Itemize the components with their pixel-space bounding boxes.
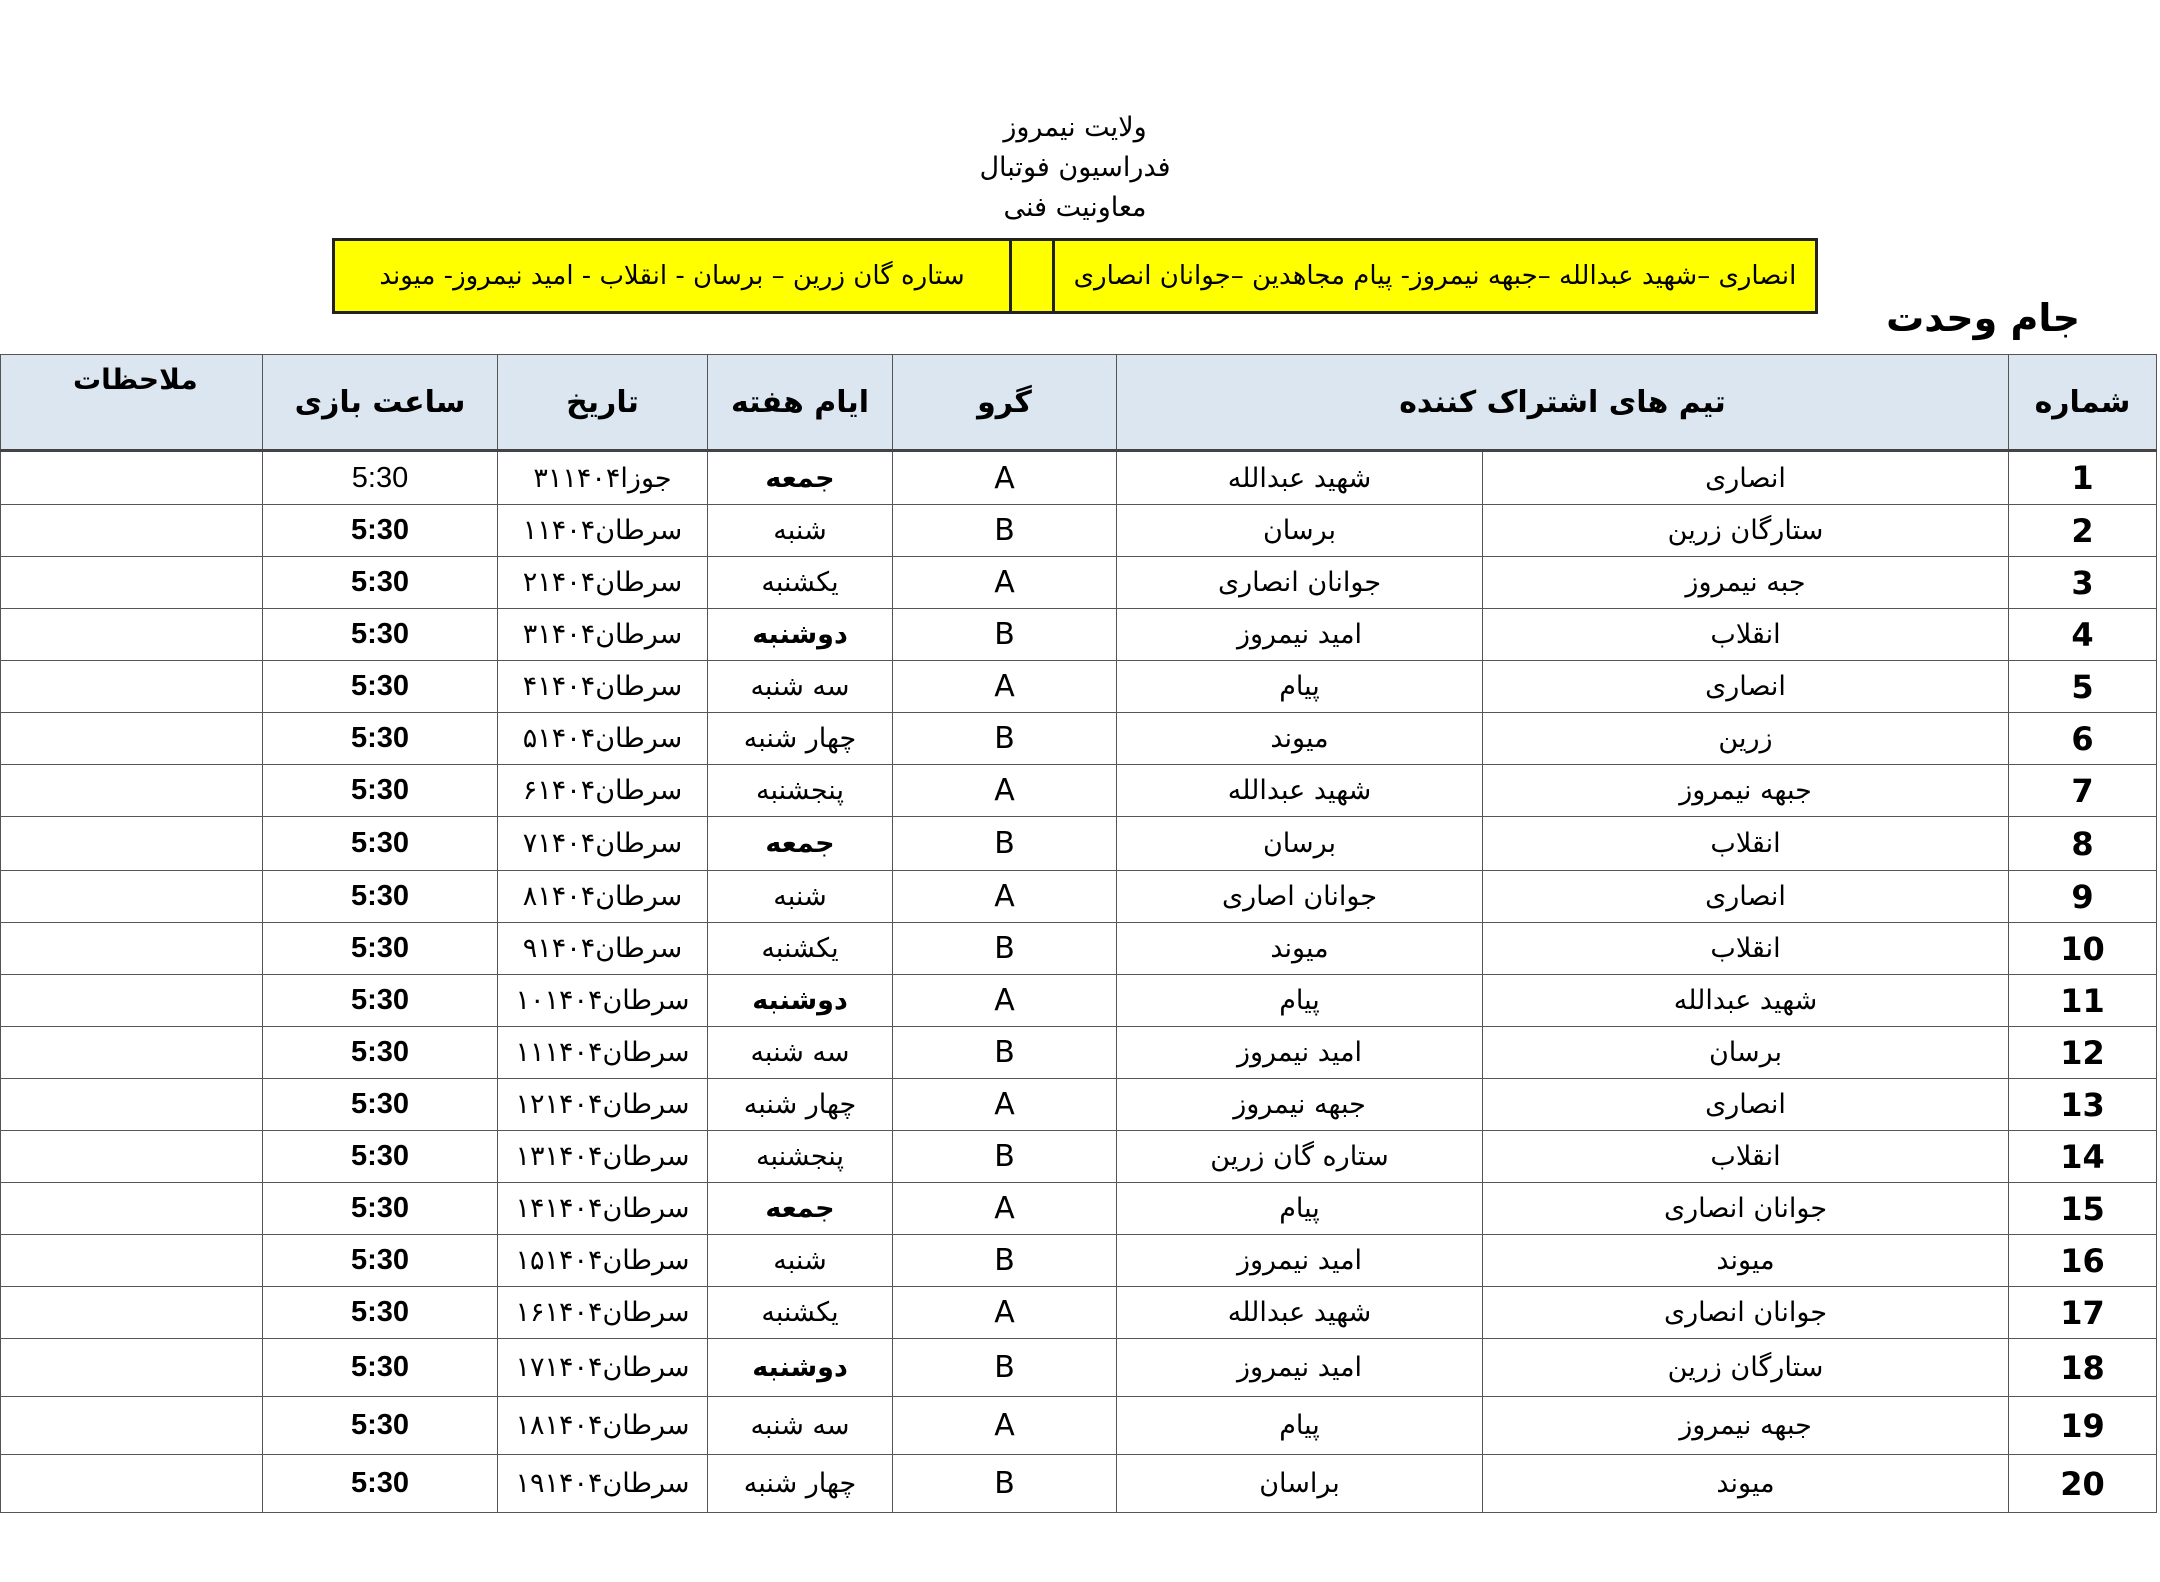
team2-cell: میوند: [1117, 923, 1483, 975]
team1-cell: میوند: [1483, 1455, 2009, 1513]
group-cell: B: [893, 1027, 1117, 1079]
group-cell: A: [893, 871, 1117, 923]
header-date: تاریخ: [498, 355, 708, 451]
time-cell: 5:30: [263, 1027, 498, 1079]
date-cell: ۱۹سرطان۱۴۰۴: [498, 1455, 708, 1513]
schedule-table: [0, 354, 2157, 1513]
group-cell: B: [893, 923, 1117, 975]
time-cell: 5:30: [263, 817, 498, 871]
notes-cell: [1, 871, 263, 923]
table-row: [1, 1235, 2157, 1287]
time-cell: 5:30: [263, 975, 498, 1027]
team1-cell: ستارگان زرین: [1483, 505, 2009, 557]
time-cell: 5:30: [263, 661, 498, 713]
team2-cell: براسان: [1117, 1455, 1483, 1513]
table-row: [1, 923, 2157, 975]
table-row: [1, 765, 2157, 817]
table-row: [1, 871, 2157, 923]
header-time: ساعت بازی: [263, 355, 498, 451]
date-cell: ۳۱جوزا۱۴۰۴: [498, 451, 708, 505]
time-cell: 5:30: [263, 765, 498, 817]
time-cell: 5:30: [263, 451, 498, 505]
team1-cell: جبه نیمروز: [1483, 557, 2009, 609]
group-cell: B: [893, 713, 1117, 765]
day-cell: سه شنبه: [708, 661, 893, 713]
team2-cell: برسان: [1117, 817, 1483, 871]
table-row: [1, 609, 2157, 661]
date-cell: ۱۲سرطان۱۴۰۴: [498, 1079, 708, 1131]
number-cell: 1: [2009, 451, 2157, 505]
table-row: [1, 1339, 2157, 1397]
team2-cell: جوانان انصاری: [1117, 557, 1483, 609]
notes-cell: [1, 1397, 263, 1455]
group-cell: B: [893, 1235, 1117, 1287]
time-cell: 5:30: [263, 1287, 498, 1339]
number-cell: 4: [2009, 609, 2157, 661]
team1-cell: انصاری: [1483, 661, 2009, 713]
day-cell: سه شنبه: [708, 1027, 893, 1079]
groups-divider: [1012, 241, 1055, 311]
group-cell: B: [893, 1455, 1117, 1513]
date-cell: ۱۱سرطان۱۴۰۴: [498, 1027, 708, 1079]
number-cell: 14: [2009, 1131, 2157, 1183]
notes-cell: [1, 505, 263, 557]
day-cell: دوشنبه: [708, 609, 893, 661]
team2-cell: پیام: [1117, 1397, 1483, 1455]
group-cell: A: [893, 1287, 1117, 1339]
number-cell: 13: [2009, 1079, 2157, 1131]
team1-cell: انصاری: [1483, 451, 2009, 505]
notes-cell: [1, 1131, 263, 1183]
table-header-row: [1, 355, 2157, 451]
date-cell: ۱۰سرطان۱۴۰۴: [498, 975, 708, 1027]
team2-cell: شهید عبدالله: [1117, 765, 1483, 817]
team1-cell: انقلاب: [1483, 817, 2009, 871]
day-cell: یکشنبه: [708, 923, 893, 975]
time-cell: 5:30: [263, 1079, 498, 1131]
group-cell: A: [893, 557, 1117, 609]
table-row: [1, 557, 2157, 609]
groups-box: [332, 238, 1818, 314]
team2-cell: پیام: [1117, 975, 1483, 1027]
number-cell: 8: [2009, 817, 2157, 871]
team2-cell: میوند: [1117, 713, 1483, 765]
notes-cell: [1, 1339, 263, 1397]
day-cell: جمعه: [708, 451, 893, 505]
group-cell: A: [893, 661, 1117, 713]
team2-cell: شهید عبدالله: [1117, 451, 1483, 505]
team1-cell: انقلاب: [1483, 1131, 2009, 1183]
date-cell: ۳سرطان۱۴۰۴: [498, 609, 708, 661]
time-cell: 5:30: [263, 557, 498, 609]
table-row: [1, 1183, 2157, 1235]
number-cell: 15: [2009, 1183, 2157, 1235]
time-cell: 5:30: [263, 1183, 498, 1235]
team2-cell: امید نیمروز: [1117, 1235, 1483, 1287]
group-cell: A: [893, 975, 1117, 1027]
group-cell: A: [893, 451, 1117, 505]
table-row: [1, 1287, 2157, 1339]
number-cell: 16: [2009, 1235, 2157, 1287]
header-teams: تیم های اشتراک کننده: [1117, 355, 2009, 451]
team1-cell: جوانان انصاری: [1483, 1287, 2009, 1339]
number-cell: 12: [2009, 1027, 2157, 1079]
notes-cell: [1, 765, 263, 817]
time-cell: 5:30: [263, 871, 498, 923]
team1-cell: جوانان انصاری: [1483, 1183, 2009, 1235]
team2-cell: امید نیمروز: [1117, 609, 1483, 661]
team1-cell: انصاری: [1483, 871, 2009, 923]
notes-cell: [1, 923, 263, 975]
table-row: [1, 1397, 2157, 1455]
team2-cell: شهید عبدالله: [1117, 1287, 1483, 1339]
date-cell: ۵سرطان۱۴۰۴: [498, 713, 708, 765]
date-cell: ۸سرطان۱۴۰۴: [498, 871, 708, 923]
date-cell: ۱۴سرطان۱۴۰۴: [498, 1183, 708, 1235]
team1-cell: شهید عبدالله: [1483, 975, 2009, 1027]
day-cell: چهار شنبه: [708, 713, 893, 765]
notes-cell: [1, 609, 263, 661]
day-cell: چهار شنبه: [708, 1079, 893, 1131]
day-cell: چهار شنبه: [708, 1455, 893, 1513]
header-day: ایام هفته: [708, 355, 893, 451]
day-cell: شنبه: [708, 871, 893, 923]
team1-cell: ستارگان زرین: [1483, 1339, 2009, 1397]
number-cell: 11: [2009, 975, 2157, 1027]
notes-cell: [1, 557, 263, 609]
time-cell: 5:30: [263, 713, 498, 765]
table-row: [1, 1079, 2157, 1131]
team1-cell: میوند: [1483, 1235, 2009, 1287]
date-cell: ۷سرطان۱۴۰۴: [498, 817, 708, 871]
notes-cell: [1, 1455, 263, 1513]
table-row: [1, 975, 2157, 1027]
date-cell: ۱۶سرطان۱۴۰۴: [498, 1287, 708, 1339]
day-cell: جمعه: [708, 817, 893, 871]
time-cell: 5:30: [263, 505, 498, 557]
notes-cell: [1, 817, 263, 871]
notes-cell: [1, 713, 263, 765]
day-cell: دوشنبه: [708, 975, 893, 1027]
notes-cell: [1, 451, 263, 505]
number-cell: 20: [2009, 1455, 2157, 1513]
number-cell: 3: [2009, 557, 2157, 609]
date-cell: ۶سرطان۱۴۰۴: [498, 765, 708, 817]
day-cell: پنجشنبه: [708, 765, 893, 817]
date-cell: ۱۷سرطان۱۴۰۴: [498, 1339, 708, 1397]
number-cell: 2: [2009, 505, 2157, 557]
time-cell: 5:30: [263, 609, 498, 661]
number-cell: 6: [2009, 713, 2157, 765]
table-body: [1, 451, 2157, 1513]
header-number: شماره: [2009, 355, 2157, 451]
team1-cell: انصاری: [1483, 1079, 2009, 1131]
number-cell: 9: [2009, 871, 2157, 923]
number-cell: 7: [2009, 765, 2157, 817]
day-cell: دوشنبه: [708, 1339, 893, 1397]
team1-cell: جبهه نیمروز: [1483, 1397, 2009, 1455]
header-notes: ملاحظات: [1, 355, 263, 451]
header-line-2: فدراسیون فوتبال: [979, 152, 1171, 183]
notes-cell: [1, 1079, 263, 1131]
time-cell: 5:30: [263, 1455, 498, 1513]
team1-cell: زرین: [1483, 713, 2009, 765]
date-cell: ۹سرطان۱۴۰۴: [498, 923, 708, 975]
day-cell: شنبه: [708, 505, 893, 557]
team2-cell: جوانان اصاری: [1117, 871, 1483, 923]
notes-cell: [1, 1287, 263, 1339]
table-row: [1, 1455, 2157, 1513]
team2-cell: برسان: [1117, 505, 1483, 557]
day-cell: جمعه: [708, 1183, 893, 1235]
group-cell: B: [893, 609, 1117, 661]
group-cell: B: [893, 1131, 1117, 1183]
notes-cell: [1, 1183, 263, 1235]
date-cell: ۱سرطان۱۴۰۴: [498, 505, 708, 557]
day-cell: یکشنبه: [708, 1287, 893, 1339]
team2-cell: امید نیمروز: [1117, 1027, 1483, 1079]
table-row: [1, 451, 2157, 505]
group-cell: A: [893, 1397, 1117, 1455]
team1-cell: انقلاب: [1483, 609, 2009, 661]
notes-cell: [1, 1027, 263, 1079]
time-cell: 5:30: [263, 1339, 498, 1397]
number-cell: 17: [2009, 1287, 2157, 1339]
team2-cell: ستاره گان زرین: [1117, 1131, 1483, 1183]
time-cell: 5:30: [263, 1131, 498, 1183]
group-cell: A: [893, 765, 1117, 817]
header-line-3: معاونیت فنی: [1003, 192, 1147, 223]
cup-title: جام وحدت: [1886, 296, 2080, 340]
date-cell: ۲سرطان۱۴۰۴: [498, 557, 708, 609]
table-row: [1, 713, 2157, 765]
header-line-1: ولایت نیمروز: [1003, 112, 1147, 143]
day-cell: پنجشنبه: [708, 1131, 893, 1183]
header-group: گرو: [893, 355, 1117, 451]
group-cell: A: [893, 1183, 1117, 1235]
date-cell: ۱۳سرطان۱۴۰۴: [498, 1131, 708, 1183]
number-cell: 5: [2009, 661, 2157, 713]
table-row: [1, 1131, 2157, 1183]
notes-cell: [1, 1235, 263, 1287]
group-cell: B: [893, 505, 1117, 557]
team2-cell: پیام: [1117, 1183, 1483, 1235]
day-cell: یکشنبه: [708, 557, 893, 609]
group-a-teams: انصاری –شهید عبدالله –جبهه نیمروز- پیام مجاهدین –جوانان انصاری: [1073, 261, 1797, 291]
table-row: [1, 661, 2157, 713]
number-cell: 10: [2009, 923, 2157, 975]
date-cell: ۴سرطان۱۴۰۴: [498, 661, 708, 713]
team2-cell: پیام: [1117, 661, 1483, 713]
team1-cell: انقلاب: [1483, 923, 2009, 975]
notes-cell: [1, 975, 263, 1027]
time-cell: 5:30: [263, 1235, 498, 1287]
table-row: [1, 817, 2157, 871]
time-cell: 5:30: [263, 923, 498, 975]
team2-cell: جبهه نیمروز: [1117, 1079, 1483, 1131]
notes-cell: [1, 661, 263, 713]
group-cell: B: [893, 1339, 1117, 1397]
team2-cell: امید نیمروز: [1117, 1339, 1483, 1397]
day-cell: سه شنبه: [708, 1397, 893, 1455]
group-b-teams: ستاره گان زرین – برسان - انقلاب - امید نیمروز- میوند: [335, 241, 1012, 311]
table-row: [1, 1027, 2157, 1079]
date-cell: ۱۵سرطان۱۴۰۴: [498, 1235, 708, 1287]
table-row: [1, 505, 2157, 557]
team1-cell: برسان: [1483, 1027, 2009, 1079]
group-cell: A: [893, 1079, 1117, 1131]
number-cell: 18: [2009, 1339, 2157, 1397]
team1-cell: جبهه نیمروز: [1483, 765, 2009, 817]
number-cell: 19: [2009, 1397, 2157, 1455]
day-cell: شنبه: [708, 1235, 893, 1287]
group-cell: B: [893, 817, 1117, 871]
date-cell: ۱۸سرطان۱۴۰۴: [498, 1397, 708, 1455]
time-cell: 5:30: [263, 1397, 498, 1455]
